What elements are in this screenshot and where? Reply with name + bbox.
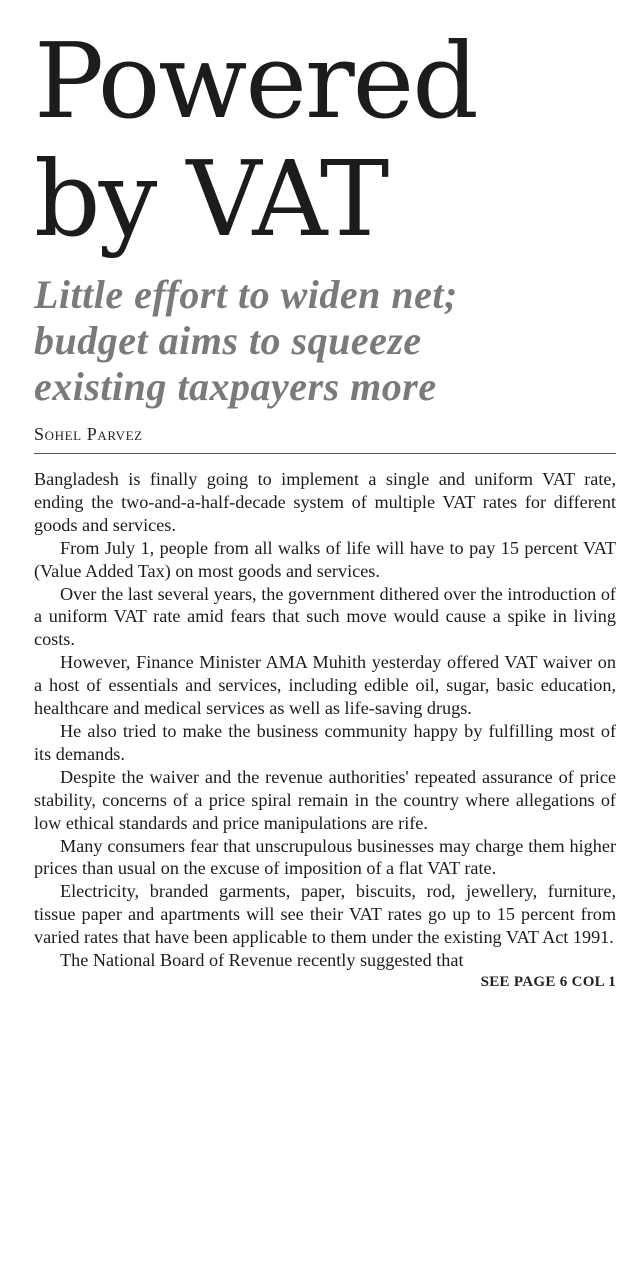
paragraph: Over the last several years, the government dithered over the introduction of a uniform VAT rate amid fears that such move would cause a spike in living costs. bbox=[34, 583, 616, 650]
headline-line-1: Powered bbox=[34, 20, 477, 142]
subheadline-line-3: existing taxpayers more bbox=[34, 364, 437, 409]
paragraph: He also tried to make the business community happy by fulfilling most of its demands. bbox=[34, 720, 616, 764]
byline: Sohel Parvez bbox=[34, 424, 616, 454]
subheadline-line-2: budget aims to squeeze bbox=[34, 318, 422, 363]
paragraph: Bangladesh is finally going to implement a single and uniform VAT rate, ending the two-and-a-half-decade system of multiple VAT rates for different goods and services. bbox=[34, 469, 616, 535]
paragraph: Electricity, branded garments, paper, biscuits, rod, jewellery, furniture, tissue paper and apartments will see their VAT rates go up to 15 percent from varied rates that have been applicable to them under the existing VAT Act 1991. bbox=[34, 881, 616, 948]
subheadline bbox=[34, 272, 616, 410]
headline-line-2: by VAT bbox=[34, 138, 388, 260]
subheadline-line-1: Little effort to widen net; bbox=[34, 272, 458, 317]
paragraph: The National Board of Revenue recently suggested that bbox=[60, 950, 464, 971]
continuation-jump: SEE PAGE 6 COL 1 bbox=[480, 973, 616, 990]
headline bbox=[34, 22, 616, 258]
paragraph: Many consumers fear that unscrupulous businesses may charge them higher prices than usual on the excuse of imposition of a flat VAT rate. bbox=[34, 835, 616, 879]
paragraph: Despite the waiver and the revenue authorities' repeated assurance of price stability, concerns of a price spiral remain in the country where allegations of low ethical standards and price manipulations are rife. bbox=[34, 766, 616, 833]
article bbox=[34, 0, 616, 991]
article-body bbox=[34, 468, 616, 972]
paragraph: However, Finance Minister AMA Muhith yesterday offered VAT waiver on a host of essentials and services, including edible oil, sugar, basic education, healthcare and medical services as well as life-saving drugs. bbox=[34, 652, 616, 719]
paragraph: From July 1, people from all walks of life will have to pay 15 percent VAT (Value Added Tax) on most goods and services. bbox=[34, 537, 616, 581]
